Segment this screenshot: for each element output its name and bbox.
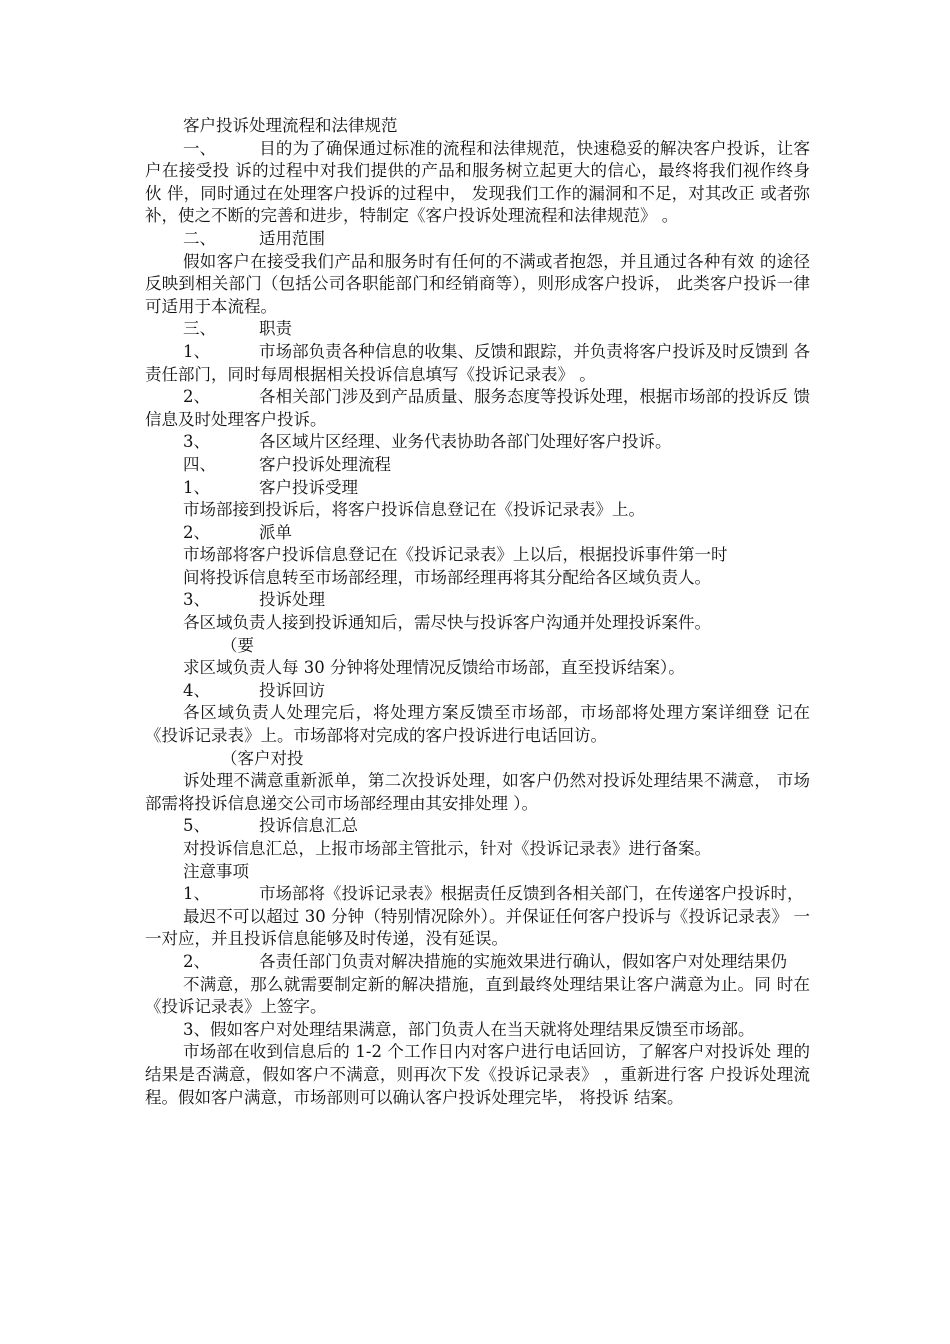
notes-heading: 注意事项	[183, 861, 249, 881]
section-3-item-1: 1、 市场部负责各种信息的收集、反馈和跟踪，并负责将客户投诉及时反馈到 各责任部门，同时每周根据相关投诉信息填写《投诉记录表》 。	[145, 341, 810, 384]
section-4-step-3-body: 各区域负责人接到投诉通知后，需尽快与投诉客户沟通并处理投诉案件。	[183, 613, 711, 633]
item-number: 1、	[183, 884, 210, 904]
item-number: 1、	[183, 477, 210, 497]
section-4-step-4-heading: 4、 投诉回访	[145, 680, 810, 703]
section-1: 一、 目的为了确保通过标准的流程和法律规范，快速稳妥的解决客户投诉，让客户在接受投 诉的过程中对我们提供的产品和服务树立起更大的信心，最终将我们视作终身伙 伴，同时通过在处理客户投诉的过程中， 发现我们工作的漏洞和不足，对其改正 或者弥补，使之不断的完善和进步，特制定《客户投诉处理流程和法律规范》 。	[145, 138, 810, 226]
section-4-step-3-body-cont: 求区域负责人每 30 分钟将处理情况反馈给市场部，直至投诉结案）。	[183, 658, 685, 678]
section-4-step-1-body: 市场部接到投诉后，将客户投诉信息登记在《投诉记录表》上。	[183, 500, 645, 520]
section-4-heading: 四、 客户投诉处理流程	[145, 454, 810, 477]
note-2-cont: 不满意，那么就需要制定新的解决措施，直到最终处理结果让客户满意为止。同 时在《投诉记录表》上签字。	[145, 974, 810, 1017]
section-4-step-2-heading: 2、 派单	[145, 522, 810, 545]
section-4-step-3-note: （要	[221, 635, 254, 655]
note-2: 2、 各责任部门负责对解决措施的实施效果进行确认，假如客户对处理结果仍	[145, 951, 810, 974]
section-number: 四、	[183, 454, 216, 474]
section-2-body: 假如客户在接受我们产品和服务时有任何的不满或者抱怨，并且通过各种有效 的途径反映到相关部门（包括公司各职能部门和经销商等），则形成客户投诉， 此类客户投诉一律可适用于本流程。	[145, 251, 810, 316]
section-number: 一、	[183, 138, 216, 158]
section-4-step-2-body: 市场部将客户投诉信息登记在《投诉记录表》上以后，根据投诉事件第一时	[183, 545, 728, 565]
document-body	[145, 115, 810, 1109]
closing-paragraph: 市场部在收到信息后的 1-2 个工作日内对客户进行电话回访，了解客户对投诉处 理的结果是否满意，假如客户不满意，则再次下发《投诉记录表》 ，重新进行客 户投诉处理流程。假如客户满意，市场部则可以确认客户投诉处理完毕， 将投诉 结案。	[145, 1042, 810, 1107]
item-number: 2、	[183, 387, 210, 407]
item-number: 4、	[183, 680, 210, 700]
item-number: 1、	[183, 341, 210, 361]
note-3: 3、假如客户对处理结果满意，部门负责人在当天就将处理结果反馈至市场部。	[183, 1019, 755, 1039]
section-4-step-1-heading: 1、 客户投诉受理	[145, 477, 810, 500]
document-title: 客户投诉处理流程和法律规范	[183, 116, 398, 135]
section-4-step-4-note: （客户对投	[221, 748, 304, 768]
section-3-heading: 三、 职责	[145, 318, 810, 341]
section-number: 二、	[183, 228, 216, 248]
section-2-heading: 二、 适用范围	[145, 228, 810, 251]
section-4-step-3-heading: 3、 投诉处理	[145, 589, 810, 612]
section-number: 三、	[183, 319, 216, 339]
item-number: 2、	[183, 951, 210, 971]
note-1-cont: 最迟不可以超过 30 分钟（特别情况除外）。并保证任何客户投诉与《投诉记录表》 一一对应，并且投诉信息能够及时传递，没有延误。	[145, 906, 810, 949]
section-3-item-3: 3、 各区域片区经理、业务代表协助各部门处理好客户投诉。	[145, 431, 810, 454]
section-4-step-2-body-cont: 间将投诉信息转至市场部经理，市场部经理再将其分配给各区域负责人。	[183, 567, 711, 587]
item-number: 5、	[183, 816, 210, 836]
item-number: 3、	[183, 432, 210, 452]
note-1: 1、 市场部将《投诉记录表》根据责任反馈到各相关部门，在传递客户投诉时，	[145, 883, 810, 906]
item-number: 3、	[183, 590, 210, 610]
section-4-step-5-body: 对投诉信息汇总，上报市场部主管批示，针对《投诉记录表》进行备案。	[183, 839, 711, 858]
item-number: 2、	[183, 522, 210, 542]
section-4-step-4-body: 各区域负责人处理完后，将处理方案反馈至市场部，市场部将处理方案详细登 记在《投诉记录表》上。市场部将对完成的客户投诉进行电话回访。	[145, 703, 810, 746]
section-3-item-2: 2、 各相关部门涉及到产品质量、服务态度等投诉处理，根据市场部的投诉反 馈信息及时处理客户投诉。	[145, 387, 810, 429]
section-4-step-5-heading: 5、 投诉信息汇总	[145, 815, 810, 838]
section-4-step-4-body-cont: 诉处理不满意重新派单，第二次投诉处理，如客户仍然对投诉处理结果不满意， 市场部需将投诉信息递交公司市场部经理由其安排处理 ）。	[145, 771, 810, 813]
